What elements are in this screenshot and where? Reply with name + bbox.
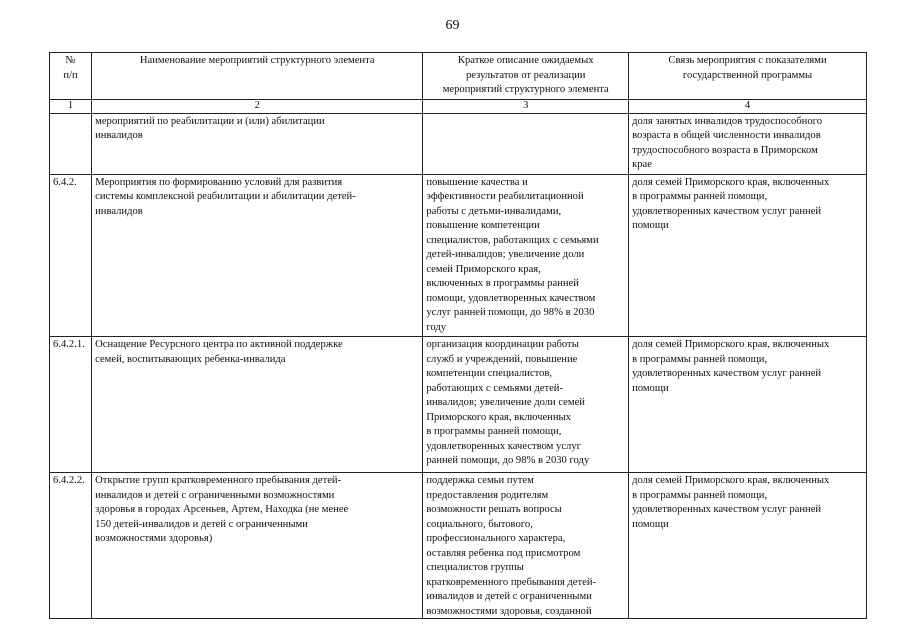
- page-number: 69: [445, 18, 460, 33]
- table-row: [50, 174, 867, 337]
- column-number: 3: [423, 99, 629, 113]
- column-number: 2: [92, 99, 423, 113]
- row-program-indicators: доля занятых инвалидов трудоспособного возраста в общей численности инвалидов трудоспособного возраста в Приморском крае: [629, 113, 867, 174]
- column-number-row: [50, 99, 867, 113]
- row-expected-results: поддержка семьи путем предоставления родителям возможности решать вопросы социального, бытового, профессионального характера, оставляя ребенка под присмотром специалистов группы кратковременного пребывания детей- инвалидов и детей с ограниченными возможностями здоровья, созданной: [423, 473, 629, 619]
- row-measure-name: Оснащение Ресурсного центра по активной поддержке семей, воспитывающих ребенка-инвалида: [92, 337, 423, 473]
- row-number: 6.4.2.: [50, 174, 92, 337]
- header-measure-name: Наименование мероприятий структурного элемента: [92, 53, 423, 100]
- column-number: 4: [629, 99, 867, 113]
- table-row: [50, 113, 867, 174]
- header-expected-results: Краткое описание ожидаемых результатов от реализации мероприятий структурного элемента: [423, 53, 629, 100]
- row-program-indicators: доля семей Приморского края, включенных в программы ранней помощи, удовлетворенных качеством услуг ранней помощи: [629, 473, 867, 619]
- row-program-indicators: доля семей Приморского края, включенных в программы ранней помощи, удовлетворенных качеством услуг ранней помощи: [629, 174, 867, 337]
- row-expected-results: повышение качества и эффективности реабилитационной работы с детьми-инвалидами, повышение компетенции специалистов, работающих с семьями детей-инвалидов; увеличение доли семей Приморского края, включенных в программы ранней помощи, удовлетворенных качеством услуг ранней помощи, до 98% в 2030 году: [423, 174, 629, 337]
- header-number: № п/п: [50, 53, 92, 100]
- table-row: [50, 337, 867, 473]
- row-program-indicators: доля семей Приморского края, включенных в программы ранней помощи, удовлетворенных качеством услуг ранней помощи: [629, 337, 867, 473]
- table-row: [50, 473, 867, 619]
- row-number: [50, 113, 92, 174]
- row-measure-name: Мероприятия по формированию условий для развития системы комплексной реабилитации и абилитации детей- инвалидов: [92, 174, 423, 337]
- row-number: 6.4.2.2.: [50, 473, 92, 619]
- row-number: 6.4.2.1.: [50, 337, 92, 473]
- row-expected-results: организация координации работы служб и учреждений, повышение компетенции специалистов, работающих с семьями детей- инвалидов; увеличение доли семей Приморского края, включенных в программы ранней помощи, удовлетворенных качеством услуг ранней помощи, до 98% в 2030 году: [423, 337, 629, 473]
- header-program-indicators: Связь мероприятия с показателями государственной программы: [629, 53, 867, 100]
- measures-table: [49, 52, 867, 619]
- row-measure-name: Открытие групп кратковременного пребывания детей- инвалидов и детей с ограниченными возможностями здоровья в городах Арсеньев, Артем, Находка (не менее 150 детей-инвалидов и детей с ограниченными возможностями здоровья): [92, 473, 423, 619]
- row-expected-results: [423, 113, 629, 174]
- row-measure-name: мероприятий по реабилитации и (или) абилитации инвалидов: [92, 113, 423, 174]
- table-header-row: [50, 53, 867, 100]
- column-number: 1: [50, 99, 92, 113]
